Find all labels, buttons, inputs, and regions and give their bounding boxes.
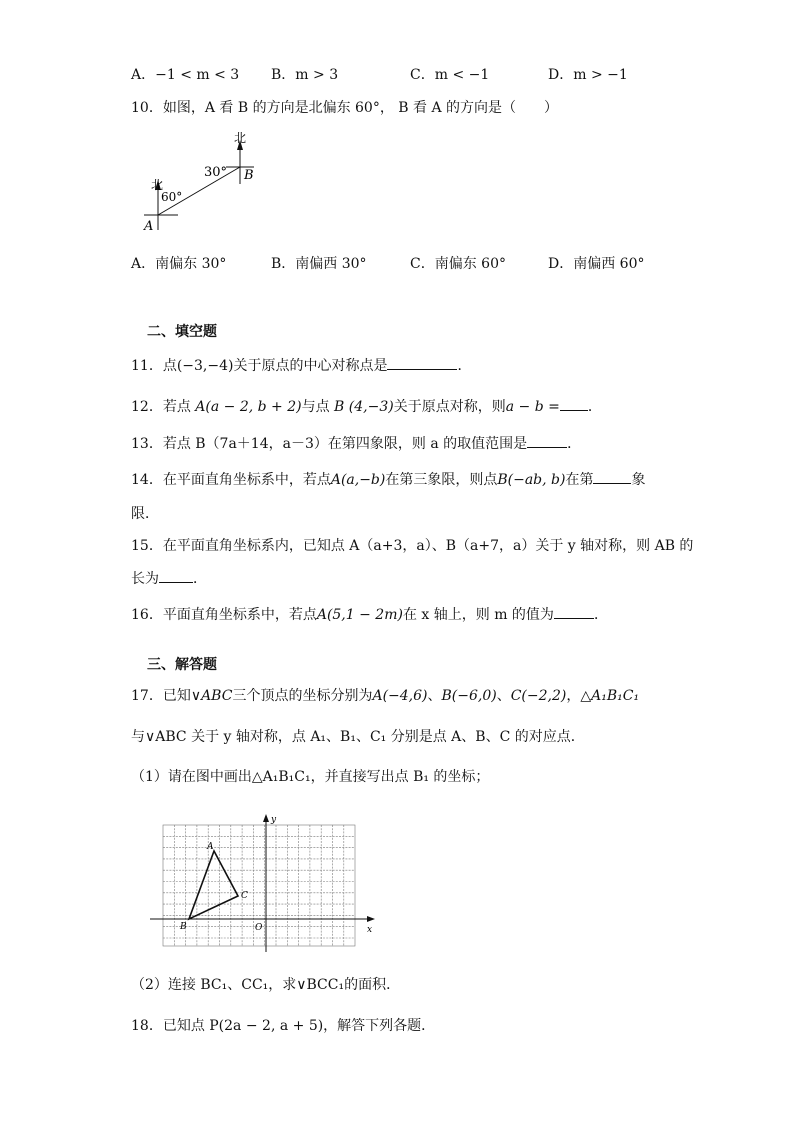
q15-end: ． <box>193 571 207 587</box>
q12 <box>131 396 602 416</box>
q16 <box>131 604 608 624</box>
q17-sep3: ， <box>566 688 581 704</box>
q16-answer-blank[interactable] <box>554 604 594 619</box>
q16-math: A(5,1 − 2m) <box>316 607 403 623</box>
q14 <box>131 469 645 489</box>
q17-c-label: C <box>241 891 248 901</box>
q9-option-b <box>271 66 338 84</box>
q10-option-c-text: 南偏东 60° <box>434 256 506 272</box>
q17-point-a: A(−4,6) <box>372 688 428 704</box>
q12-answer-blank[interactable] <box>560 396 588 411</box>
q9-option-a-letter: A． <box>131 67 156 83</box>
q17-tri1: △A₁B₁C₁ <box>580 688 640 704</box>
q10-option-a-text: 南偏东 30° <box>155 256 227 272</box>
q10-option-a-letter: A． <box>131 256 156 272</box>
q9-option-c-letter: C． <box>410 67 435 83</box>
q16-mid: 在 x 轴上，则 m 的值为 <box>402 607 554 623</box>
q12-math2: B (4,−3) <box>334 399 394 415</box>
q10-north-a: 北 <box>151 178 164 192</box>
q17-origin-label: O <box>255 923 263 933</box>
q17-tri: ∨ABC <box>190 688 233 704</box>
q17-line1-mid: 三个顶点的坐标分别为 <box>232 688 373 704</box>
q17-line2: 与∨ABC 关于 y 轴对称，点 A₁、B₁、C₁ 分别是点 A、B、C 的对应点． <box>131 729 585 745</box>
q14-math2: B(−ab, b) <box>497 472 566 488</box>
q17-sep2: 、 <box>496 688 511 704</box>
q17-x-label: x <box>367 925 373 935</box>
q11-end: ． <box>457 358 472 374</box>
q15-line1: 15．在平面直角坐标系内，已知点 A（a+3，a）、B（a+7，a）关于 y 轴对称，则 AB 的 <box>131 538 694 554</box>
q15-line2-text: 长为 <box>131 571 159 587</box>
q14-pre: 14．在平面直角坐标系中，若点 <box>131 472 331 488</box>
q11-math: (−3,−4) <box>176 358 234 374</box>
q14-math1: A(a,−b) <box>330 472 386 488</box>
q10-option-d-letter: D． <box>548 256 574 272</box>
q10-option-c <box>410 255 506 273</box>
q11-answer-blank[interactable] <box>387 355 457 370</box>
q9-option-d <box>548 66 628 84</box>
q14-mid: 在第三象限，则点 <box>385 472 498 488</box>
q12-mid: 与点 <box>301 399 335 415</box>
x-axis-arrow-icon <box>367 916 375 922</box>
q12-end: ． <box>587 399 602 415</box>
q18: 18．已知点 P(2a − 2, a + 5)，解答下列各题． <box>131 1018 436 1034</box>
q17-line1-pre: 17．已知 <box>131 688 191 704</box>
q13 <box>131 433 581 453</box>
q17-point-b: B(−6,0) <box>441 688 497 704</box>
q15-answer-blank[interactable] <box>159 568 193 583</box>
q9-option-c <box>410 66 489 84</box>
section-solve-title: 三、解答题 <box>147 657 217 673</box>
q17-sep1: 、 <box>427 688 442 704</box>
q17-coordinate-grid-figure <box>148 812 380 960</box>
q10-option-d <box>548 255 645 273</box>
q12-math1: A(a − 2, b + 2) <box>195 399 302 415</box>
q17-a-label: A <box>207 842 214 852</box>
q10-label-a: A <box>144 219 154 234</box>
q10-stem: 10．如图，A 看 B 的方向是北偏东 60°， B 看 A 的方向是（ ） <box>131 100 559 116</box>
q10-angle-b: 30° <box>204 165 228 180</box>
y-axis-arrow-icon <box>263 814 269 822</box>
q13-answer-blank[interactable] <box>527 433 567 448</box>
q17-line1 <box>131 687 639 705</box>
q14-answer-blank[interactable] <box>593 469 631 484</box>
q13-text: 13．若点 B（7a＋14，a－3）在第四象限，则 a 的取值范围是 <box>131 436 528 452</box>
q11-pre: 11．点 <box>131 358 177 374</box>
q17-b-label: B <box>180 922 187 932</box>
q10-direction-figure <box>138 126 268 236</box>
q9-option-c-text: m < −1 <box>434 67 490 83</box>
q11-post: 关于原点的中心对称点是 <box>233 358 388 374</box>
q12-post: 关于原点对称，则 <box>393 399 506 415</box>
q10-option-b <box>271 255 367 273</box>
q9-option-d-letter: D． <box>548 67 574 83</box>
q17-point-c: C(−2,2) <box>510 688 567 704</box>
q12-math3: a − b = <box>505 399 560 415</box>
q10-angle-a: 60° <box>161 190 183 204</box>
q9-option-d-text: m > −1 <box>573 67 628 83</box>
q15-line2 <box>131 568 207 588</box>
q17-part1: （1）请在图中画出△A₁B₁C₁，并直接写出点 B₁ 的坐标； <box>131 769 490 785</box>
q14-end: 象 <box>631 472 646 488</box>
q10-option-d-text: 南偏西 60° <box>573 256 645 272</box>
q11 <box>131 355 471 375</box>
q10-option-c-letter: C． <box>410 256 435 272</box>
q14-post: 在第 <box>565 472 594 488</box>
q16-end: ． <box>593 607 608 623</box>
q10-option-b-text: 南偏西 30° <box>295 256 367 272</box>
q9-option-b-letter: B． <box>271 67 296 83</box>
section-fill-in-title: 二、填空题 <box>147 324 217 340</box>
q10-north-b: 北 <box>234 131 247 145</box>
q10-option-a <box>131 255 226 273</box>
q13-end: ． <box>567 436 582 452</box>
q12-pre: 12．若点 <box>131 399 196 415</box>
q10-label-b: B <box>244 168 254 183</box>
q9-option-a-text: −1 < m < 3 <box>155 67 240 83</box>
q9-option-a <box>131 66 239 84</box>
q16-pre: 16．平面直角坐标系中，若点 <box>131 607 317 623</box>
q17-part2: （2）连接 BC₁、CC₁，求∨BCC₁的面积． <box>131 977 401 993</box>
q17-y-label: y <box>271 815 277 825</box>
q14-line2: 限． <box>131 506 159 522</box>
q9-option-b-text: m > 3 <box>295 67 339 83</box>
q10-option-b-letter: B． <box>271 256 296 272</box>
